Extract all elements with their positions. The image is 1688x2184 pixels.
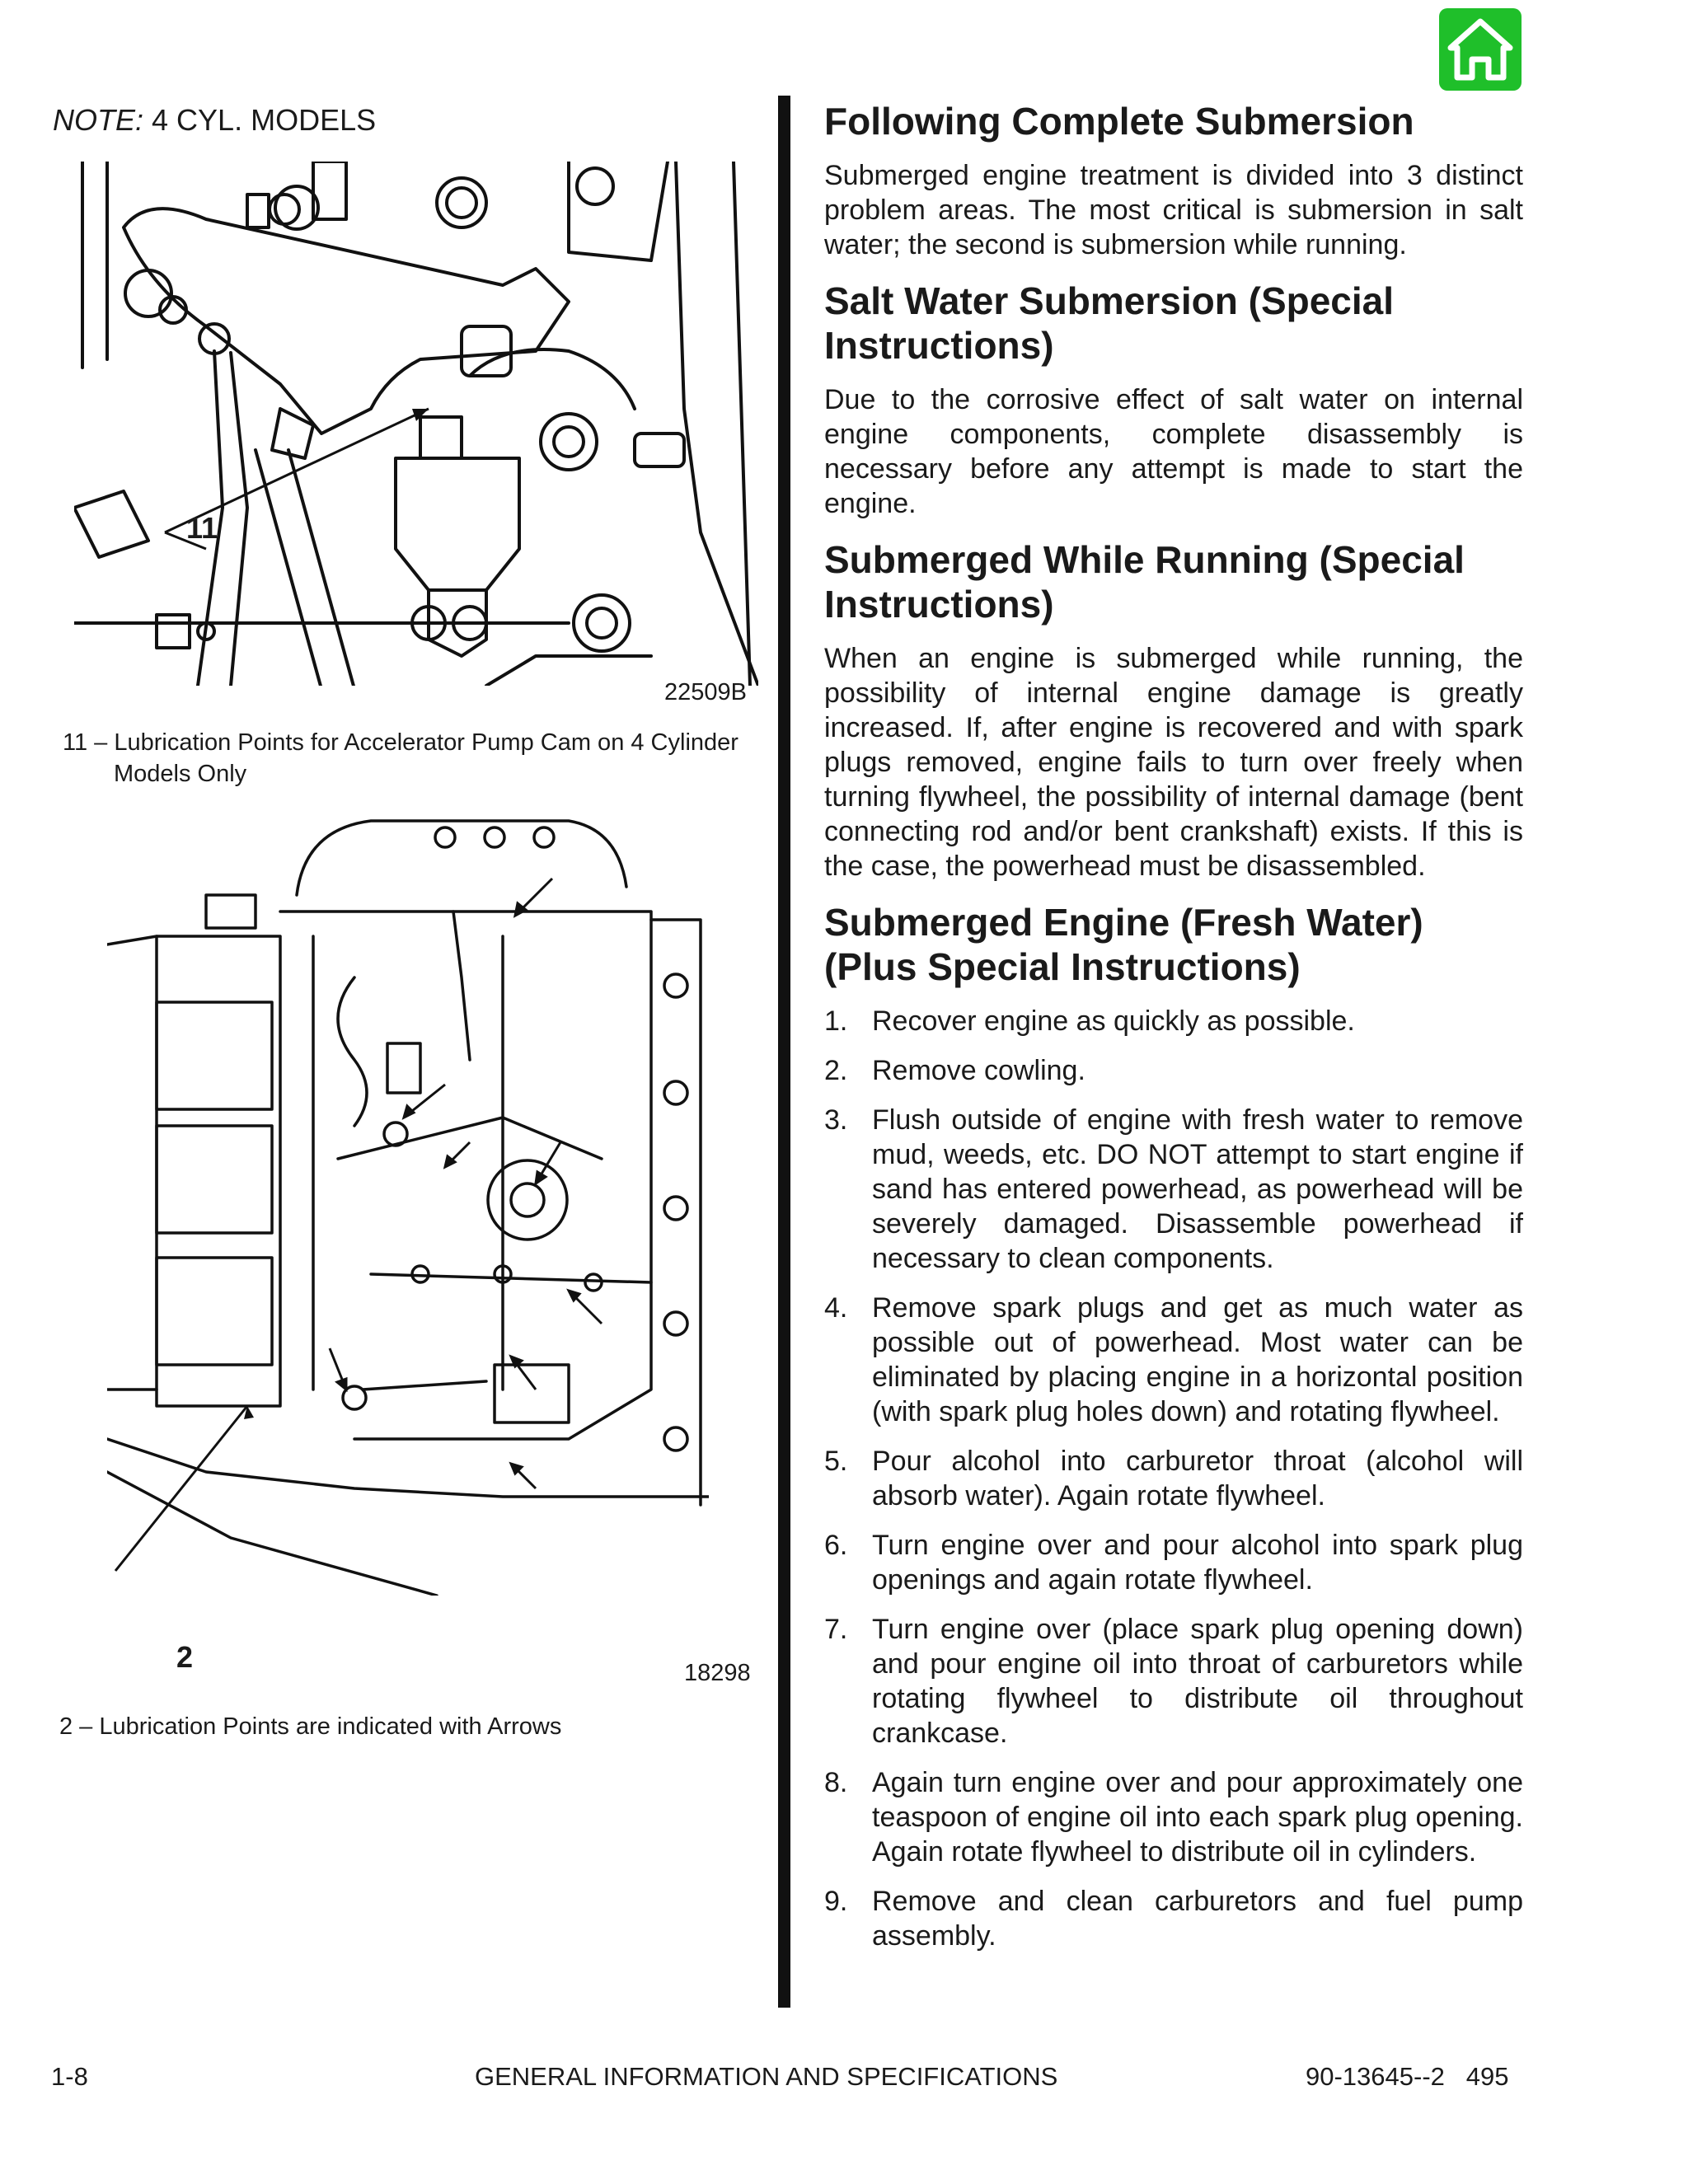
section1-body: Submerged engine treatment is divided into 3 distinct problem areas. The most critical is submersion in salt water; the second is submersion while running. — [824, 160, 1523, 260]
figure1-callout: 11 — [186, 511, 218, 545]
figure2-callout: 2 — [176, 1640, 194, 1674]
section2-heading: Salt Water Submersion (Special Instructions) — [824, 279, 1395, 367]
figure1-id: 22509B — [664, 679, 747, 705]
step-item — [824, 1291, 1523, 1429]
section3-heading: Submerged While Running (Special Instructions) — [824, 538, 1465, 626]
step-number: 8. — [824, 1767, 848, 1798]
step-text: Turn engine over and pour alcohol into spark plug openings and again rotate flywheel. — [872, 1530, 1523, 1596]
figure-lubrication-points — [107, 813, 709, 1596]
step-item — [824, 1004, 1523, 1038]
step-text: Turn engine over (place spark plug opening down) and pour engine oil into throat of carburetors while rotating flywheel to distribute oil throughout crankcase. — [872, 1614, 1523, 1749]
footer-page-number: 1-8 — [51, 2062, 88, 2091]
figure1-caption — [63, 727, 771, 790]
column-divider — [778, 96, 790, 2008]
note-prefix: NOTE: — [53, 103, 144, 137]
section4-heading: Submerged Engine (Fresh Water) (Plus Special Instructions) — [824, 901, 1423, 988]
step-text: Remove cowling. — [872, 1055, 1085, 1086]
step-item — [824, 1053, 1523, 1088]
step-text: Recover engine as quickly as possible. — [872, 1005, 1355, 1037]
figure2-id: 18298 — [684, 1660, 751, 1686]
step-number: 1. — [824, 1005, 848, 1037]
home-button[interactable] — [1439, 8, 1522, 91]
step-number: 6. — [824, 1530, 848, 1561]
step-text: Again turn engine over and pour approximately one teaspoon of engine oil into each spark plug opening. Again rotate flywheel to distribute oil in cylinders. — [872, 1767, 1523, 1868]
footer-title: GENERAL INFORMATION AND SPECIFICATIONS — [475, 2062, 1058, 2091]
step-number: 7. — [824, 1614, 848, 1645]
step-text: Remove and clean carburetors and fuel pump assembly. — [872, 1886, 1523, 1952]
footer-document-number: 90-13645--2 495 — [1306, 2062, 1509, 2091]
step-item — [824, 1103, 1523, 1276]
right-column — [824, 99, 1523, 1968]
step-text: Remove spark plugs and get as much water as possible out of powerhead. Most water can be eliminated by placing engine in a horizontal position (with spark plug holes down) and rotating flywheel. — [872, 1292, 1523, 1427]
section2-body: Due to the corrosive effect of salt water on internal engine components, complete disassembly is necessary before any attempt is made to start the engine. — [824, 384, 1523, 519]
figure1-caption-line1: 11 – Lubrication Points for Accelerator Pump Cam on 4 Cylinder — [63, 729, 738, 756]
step-number: 4. — [824, 1292, 848, 1324]
step-item — [824, 1765, 1523, 1869]
step-number: 5. — [824, 1446, 848, 1477]
note-text: 4 CYL. MODELS — [143, 103, 377, 137]
figure-accelerator-pump-cam — [74, 162, 758, 686]
figure2-caption: 2 – Lubrication Points are indicated with Arrows — [59, 1713, 562, 1740]
step-item — [824, 1612, 1523, 1750]
step-text: Flush outside of engine with fresh water to remove mud, weeds, etc. DO NOT attempt to start engine if sand has entered powerhead, as powerhead will be severely damaged. Disassemble powerhead if necessary to clean components. — [872, 1104, 1523, 1274]
note-line — [53, 102, 376, 138]
step-number: 2. — [824, 1055, 848, 1086]
section3-body: When an engine is submerged while running, the possibility of internal engine damage is greatly increased. If, after engine is recovered and with spark plugs removed, engine fails to turn over freely when turning flywheel, the possibility of internal damage (bent connecting rod and/or bent crankshaft) exists. If this is the case, the powerhead must be disassembled. — [824, 643, 1523, 882]
steps-list — [824, 1004, 1523, 1953]
step-number: 9. — [824, 1886, 848, 1917]
step-item — [824, 1884, 1523, 1953]
figure1-caption-line2: Models Only — [114, 761, 247, 787]
step-text: Pour alcohol into carburetor throat (alcohol will absorb water). Again rotate flywheel. — [872, 1446, 1523, 1511]
step-item — [824, 1444, 1523, 1513]
section1-heading: Following Complete Submersion — [824, 100, 1414, 143]
step-item — [824, 1528, 1523, 1597]
step-number: 3. — [824, 1104, 848, 1136]
home-icon — [1439, 8, 1522, 91]
